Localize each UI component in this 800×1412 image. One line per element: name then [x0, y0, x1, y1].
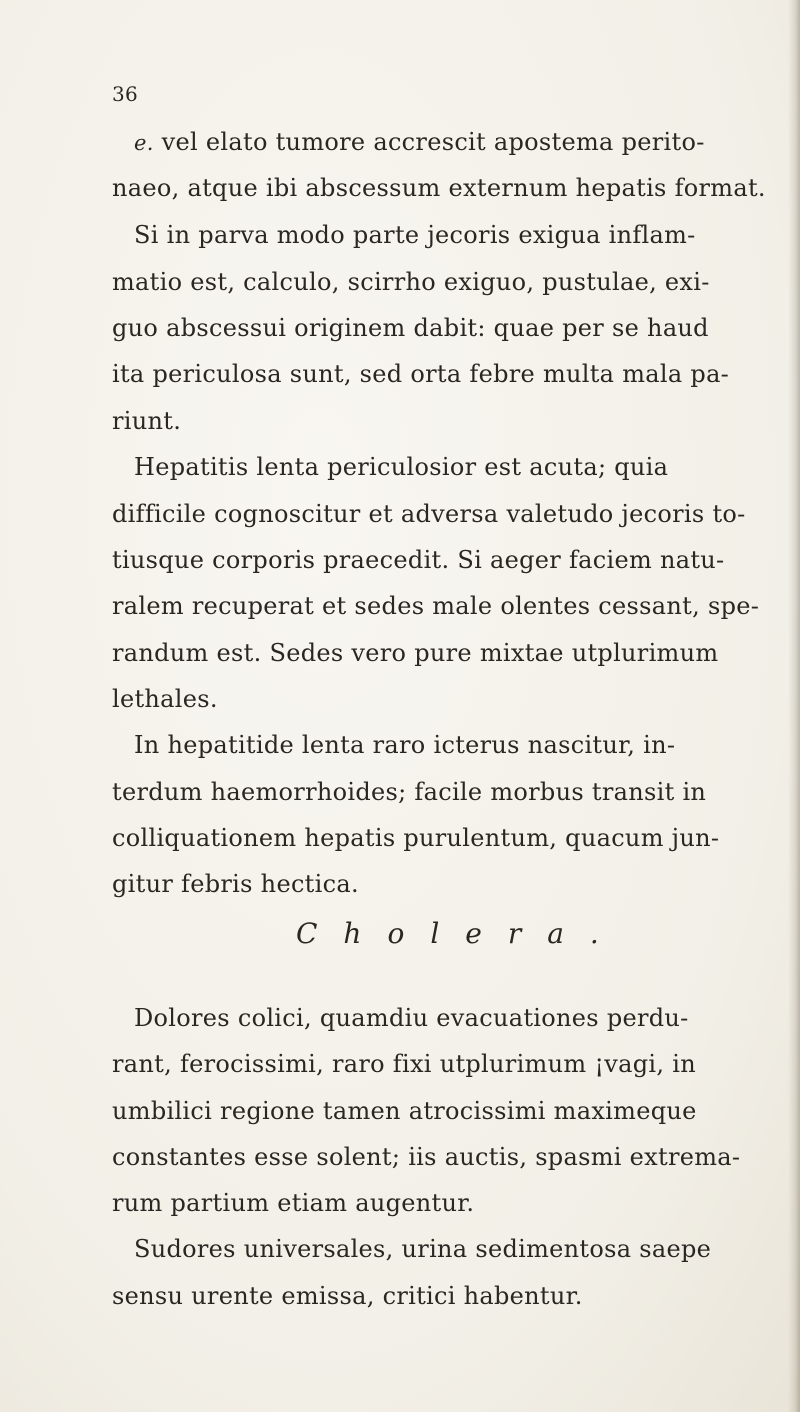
section-heading: Cholera. — [296, 917, 625, 950]
text-line: ralem recuperat et sedes male olentes cessant, spe- — [112, 592, 760, 620]
text-line: Sudores universales, urina sedimentosa saepe — [134, 1235, 712, 1263]
text-line: ita periculosa sunt, sed orta febre multa mala pa- — [112, 360, 730, 388]
paragraph-marker: e. — [134, 131, 154, 155]
text-line: umbilici regione tamen atrocissimi maximeque — [112, 1097, 697, 1125]
text-line: guo abscessui originem dabit: quae per se haud — [112, 314, 709, 342]
text-line: lethales. — [112, 685, 218, 713]
text-line: naeo, atque ibi abscessum externum hepatis format. — [112, 174, 766, 202]
page-edge-shadow — [788, 0, 800, 1412]
text-line: Hepatitis lenta periculosior est acuta; quia — [134, 453, 669, 481]
text-line: Si in parva modo parte jecoris exigua inflam- — [134, 221, 696, 249]
text-line: riunt. — [112, 407, 182, 435]
line-text: vel elato tumore accrescit apostema perito- — [161, 128, 705, 156]
text-line: matio est, calculo, scirrho exiguo, pustulae, exi- — [112, 268, 710, 296]
text-line: constantes esse solent; iis auctis, spasmi extrema- — [112, 1143, 741, 1171]
page-number: 36 — [112, 82, 139, 106]
text-line: rum partium etiam augentur. — [112, 1189, 475, 1217]
text-line: gitur febris hectica. — [112, 870, 359, 898]
text-line — [134, 128, 705, 156]
text-line: randum est. Sedes vero pure mixtae utplurimum — [112, 639, 719, 667]
text-line: In hepatitide lenta raro icterus nascitur, in- — [134, 731, 676, 759]
text-line: terdum haemorrhoides; facile morbus transit in — [112, 778, 707, 806]
text-line: colliquationem hepatis purulentum, quacum jun- — [112, 824, 720, 852]
text-line: difficile cognoscitur et adversa valetudo jecoris to- — [112, 500, 746, 528]
text-line: rant, ferocissimi, raro fixi utplurimum ¡vagi, in — [112, 1050, 696, 1078]
text-line: Dolores colici, quamdiu evacuationes perdu- — [134, 1004, 689, 1032]
text-line: sensu urente emissa, critici habentur. — [112, 1282, 583, 1310]
text-line: tiusque corporis praecedit. Si aeger faciem natu- — [112, 546, 725, 574]
